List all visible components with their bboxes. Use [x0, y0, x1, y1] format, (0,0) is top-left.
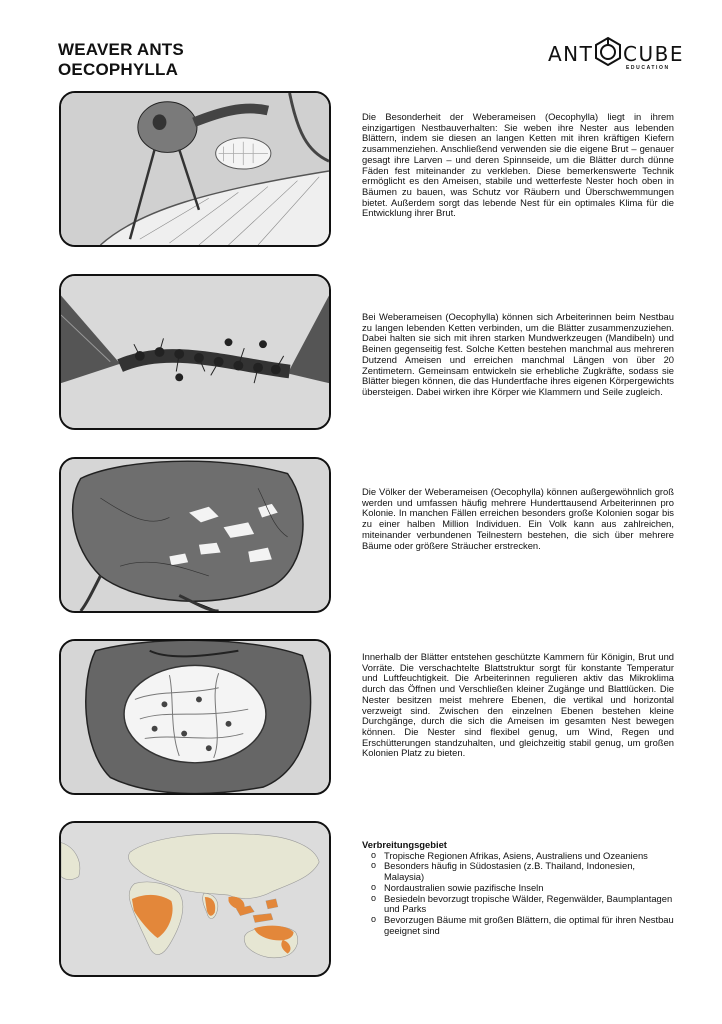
section-3-paragraph: Die Völker der Weberameisen (Oecophylla) können außergewöhnlich groß werden und umfassen häufig mehrere Hunderttausend Arbeiterinnen pro Kolonie. In manchen Fällen erreichen besonders große Kolonien sogar bis zu einer halben Million Individuen. Ein Volk kann aus zahlreichen, miteinander verbundenen Teilnestern bestehen, die sich über mehrere Bäume oder größere Sträucher erstrecken.: [362, 486, 674, 551]
list-item: o Bevorzugen Bäume mit großen Blättern, die optimal für ihren Nestbau geeignet sind: [384, 915, 674, 936]
page-title: [58, 40, 184, 80]
antcube-logo: [548, 34, 684, 72]
logo-word-left: ANT: [548, 42, 594, 66]
title-line-1: WEAVER ANTS: [58, 40, 184, 59]
section-3-text: [362, 487, 674, 551]
list-item: o Besonders häufig in Südostasien (z.B. Thailand, Indonesien, Malaysia): [384, 861, 674, 882]
section-1-text: [362, 112, 674, 219]
list-item: o Besiedeln bevorzugt tropische Wälder, Regenwälder, Baumplantagen und Parks: [384, 894, 674, 915]
section-4-text: [362, 652, 674, 759]
nest-cross-section-image: [59, 639, 331, 795]
logo-tagline: EDUCATION: [626, 65, 670, 71]
cube-icon: [593, 36, 623, 66]
list-item: o Tropische Regionen Afrikas, Asiens, Australiens und Ozeaniens: [384, 851, 674, 862]
list-item: o Nordaustralien sowie pazifische Inseln: [384, 883, 674, 894]
title-line-2: OECOPHYLLA: [58, 60, 179, 79]
section-4-paragraph: Innerhalb der Blätter entstehen geschützte Kammern für Königin, Brut und Vorräte. Die verschachtelte Blattstruktur sorgt für konstante Temperatur und Luftfeuchtigkeit. Die Arbeiterinnen regulieren aktiv das Mikroklima durch das Öffnen und Verschließen kleiner Zugänge und Blattlücken. Die Nester besitzen meist mehrere Ebenen, die vertikal und horizontal verzweigt sind. Zwischen den einzelnen Ebenen bestehen kleine Durchgänge, durch die sich die Ameisen im gesamten Nest bewegen können. Die Nester sind flexibel genug, um Wind, Regen und Erschütterungen standzuhalten, und gleichzeitig stabil genug, um großen Kolonien Platz zu bieten.: [362, 651, 674, 759]
leaf-nest-image: [59, 457, 331, 613]
section-2-paragraph: Bei Weberameisen (Oecophylla) können sich Arbeiterinnen beim Nestbau zu langen lebenden Ketten verbinden, um die Blätter zusammenzuziehen. Dabei halten sie sich mit ihren starken Mundwerkzeugen (Mandibeln) und Beinen gegenseitig fest. Solche Ketten bestehen manchmal aus mehreren Dutzend Ameisen und erreichen manchmal Längen von über 20 Zentimetern. Gemeinsam entwickeln sie erhebliche Zugkräfte, sodass sie Blätter biegen können, die das Hundertfache ihres eigenen Körpergewichts übersteigen. Dabei wirken ihre Körper wie Klammern und Seile zugleich.: [362, 311, 674, 397]
logo-word-right: CUBE: [623, 42, 684, 66]
section-2-text: [362, 312, 674, 398]
world-map-image: [59, 821, 331, 977]
ant-chain-image: [59, 274, 331, 430]
distribution-text: [362, 840, 674, 936]
ant-larva-image: [59, 91, 331, 247]
distribution-list: [362, 851, 674, 937]
distribution-title: Verbreitungsgebiet: [362, 839, 447, 850]
section-1-paragraph: Die Besonderheit der Weberameisen (Oecophylla) liegt in ihrem einzigartigen Nestbauverhalten: Sie weben ihre Nester aus lebenden Blättern, indem sie diesen an langen Ketten mit ihren kräftigen Kiefern zusammenziehen. Anschließend verwenden sie die eigene Brut – genauer gesagt ihre Larven – und deren Spinnseide, um die Blätter durch dünne Fäden fest miteinander zu verkleben. Diese bemerkenswerte Technik ermöglicht es den Ameisen, stabile und wetterfeste Nester hoch oben in Bäumen zu bauen, was Schutz vor Räubern und Überschwemmungen bietet. Außerdem sorgt das lebende Nest für ein optimales Klima für die Entwicklung ihrer Brut.: [362, 111, 674, 219]
